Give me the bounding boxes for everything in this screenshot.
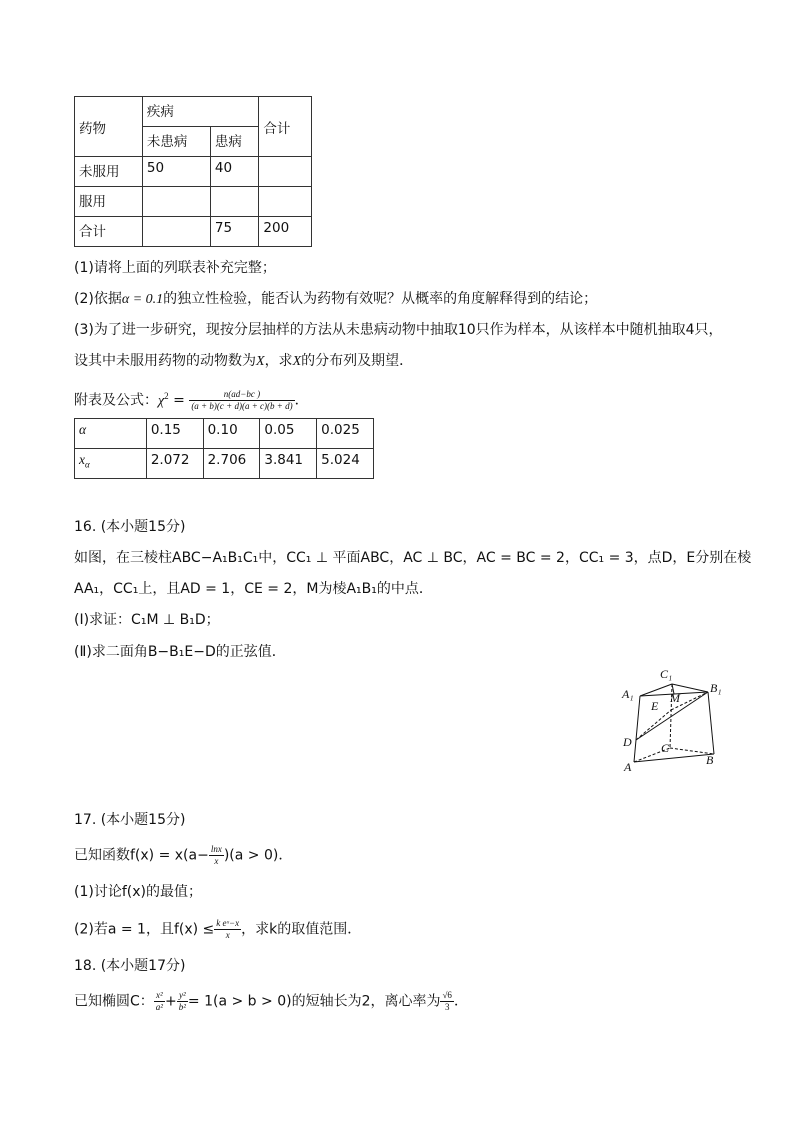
q18-line1-a: 已知椭圆C： <box>74 993 154 1010</box>
row-label: 未服用 <box>75 157 143 187</box>
fraction-denominator: b² <box>178 1002 186 1012</box>
fraction-denominator: x <box>225 930 230 940</box>
fraction-numerator: n(ad−bc ) <box>189 389 294 401</box>
row-label: 合计 <box>75 217 143 247</box>
y2-fraction <box>177 990 188 1013</box>
fraction-denominator: a² <box>155 1002 163 1012</box>
edge-ab <box>634 754 714 762</box>
cell: 0.15 <box>146 419 203 449</box>
edge-aa1 <box>634 696 640 762</box>
x-alpha-label <box>75 449 147 479</box>
segment-de <box>636 710 671 740</box>
table-row <box>75 217 312 247</box>
cell: 0.025 <box>317 419 374 449</box>
alpha-label: α <box>75 419 147 449</box>
q17-line1-b: )(a > 0)． <box>223 847 293 864</box>
q17-line1-a: 已知函数f(x) = x(a− <box>74 847 209 864</box>
q17-line3 <box>74 918 361 941</box>
q17-line3-a: (2)若a = 1，且f(x) ≤ <box>74 921 215 938</box>
label-e: E <box>651 699 659 713</box>
q15-alpha: α = 0.1 <box>121 292 164 307</box>
plus-sign: + <box>164 993 177 1010</box>
row-label: 服用 <box>75 187 143 217</box>
q15-part3-b1: 设其中未服用药物的动物数为 <box>74 353 256 369</box>
fraction-denominator: x <box>214 856 219 866</box>
fraction-numerator: √6 <box>442 990 452 1000</box>
label-a: A <box>624 760 632 774</box>
cell <box>259 187 312 217</box>
chi-symbol: χ <box>158 393 165 409</box>
q17-line2: (1)讨论f(x)的最值； <box>74 884 202 900</box>
q15-part3-a: (3)为了进一步研究，现按分层抽样的方法从未患病动物中抽取10只作为样本，从该样本中随机抽取4只， <box>74 322 723 338</box>
var-x: X <box>256 354 265 369</box>
q15-part3-b3: 的分布列及期望． <box>301 353 414 369</box>
fraction-denominator: (a + b)(c + d)(a + c)(b + d) <box>191 401 293 412</box>
cell: 0.05 <box>260 419 317 449</box>
formula-label: 附表及公式： <box>74 392 158 409</box>
edge-bb1 <box>708 692 714 754</box>
var-x: X <box>292 354 302 369</box>
cell <box>259 157 312 187</box>
table-row <box>75 419 374 449</box>
fraction-numerator: y² <box>177 990 188 1002</box>
cell <box>210 187 258 217</box>
header-total: 合计 <box>259 97 312 157</box>
label-a1: A₁ <box>622 687 634 701</box>
formula-line: 附表及公式：$\chi^2$ = $\frac{n(ad-bc )}{(a + b)(c + d)(a + c)(b + d)}$ ． <box>74 389 309 412</box>
eccentricity-fraction <box>440 990 453 1013</box>
fraction-denominator: 3 <box>444 1002 450 1012</box>
cell: 5.024 <box>317 449 374 479</box>
q18-line1 <box>74 990 468 1013</box>
label-d: D <box>623 735 632 749</box>
x-label: x <box>79 452 85 467</box>
q18-line1-b: = 1(a > b > 0)的短轴长为2，离心率为 <box>187 993 441 1010</box>
cell: 75 <box>210 217 258 247</box>
cell: 3.841 <box>260 449 317 479</box>
q16-line3: (Ⅰ)求证：C₁M ⊥ B₁D； <box>74 612 220 628</box>
label-c: C <box>661 741 670 755</box>
q16-line1: 如图，在三棱柱ABC−A₁B₁C₁中，CC₁ ⊥ 平面ABC，AC ⊥ BC，AC = BC = 2，CC₁ = 3，点D，E分别在棱 <box>74 550 752 566</box>
cell: 200 <box>259 217 312 247</box>
fraction-numerator: k eˣ−x <box>216 918 240 928</box>
label-m: M <box>670 691 680 705</box>
q17-fraction-2 <box>214 918 241 941</box>
q17-line1 <box>74 844 292 867</box>
critical-value-table <box>74 418 374 479</box>
alpha-subscript: α <box>85 459 90 470</box>
x2-fraction <box>154 990 165 1013</box>
prism-figure <box>618 666 728 778</box>
table-row <box>75 187 312 217</box>
label-b1: B₁ <box>710 681 722 695</box>
chi-square-fraction <box>189 389 294 412</box>
table-row <box>75 449 374 479</box>
q15-part2-a: (2)依据 <box>74 291 122 307</box>
fraction-numerator: x² <box>154 990 165 1002</box>
cell: 50 <box>142 157 210 187</box>
q17-fraction <box>209 844 224 867</box>
equals: = <box>168 392 190 409</box>
header-drug: 药物 <box>75 97 143 157</box>
q15-part2-b: 的独立性检验，能否认为药物有效呢？从概率的角度解释得到的结论； <box>163 291 598 307</box>
contingency-table <box>74 96 312 247</box>
q16-line4: (Ⅱ)求二面角B−B₁E−D的正弦值． <box>74 644 286 660</box>
q18-line1-end: ． <box>453 993 468 1010</box>
cell: 40 <box>210 157 258 187</box>
q18-title: 18. (本小题17分) <box>74 958 186 974</box>
q15-part3-b2: ，求 <box>264 353 293 369</box>
label-c1: C₁ <box>660 667 673 681</box>
cell: 0.10 <box>203 419 260 449</box>
q16-line2: AA₁，CC₁上，且AD = 1，CE = 2，M为棱A₁B₁的中点． <box>74 581 433 597</box>
cell <box>142 187 210 217</box>
label-b: B <box>706 753 714 767</box>
header-disease: 疾病 <box>142 97 258 127</box>
cell: 2.072 <box>146 449 203 479</box>
q15-part3-b <box>74 351 413 372</box>
q17-line3-b: ，求k的取值范围． <box>241 921 362 938</box>
cell <box>142 217 210 247</box>
table-row <box>75 157 312 187</box>
header-no-disease: 未患病 <box>142 127 210 157</box>
header-disease-yes: 患病 <box>210 127 258 157</box>
q15-part2 <box>74 289 597 310</box>
formula-end: ． <box>294 392 309 409</box>
q16-title: 16. (本小题15分) <box>74 519 186 535</box>
fraction-numerator: lnx <box>210 844 222 854</box>
cell: 2.706 <box>203 449 260 479</box>
q15-part1: (1)请将上面的列联表补充完整； <box>74 260 276 276</box>
q17-title: 17. (本小题15分) <box>74 812 186 828</box>
